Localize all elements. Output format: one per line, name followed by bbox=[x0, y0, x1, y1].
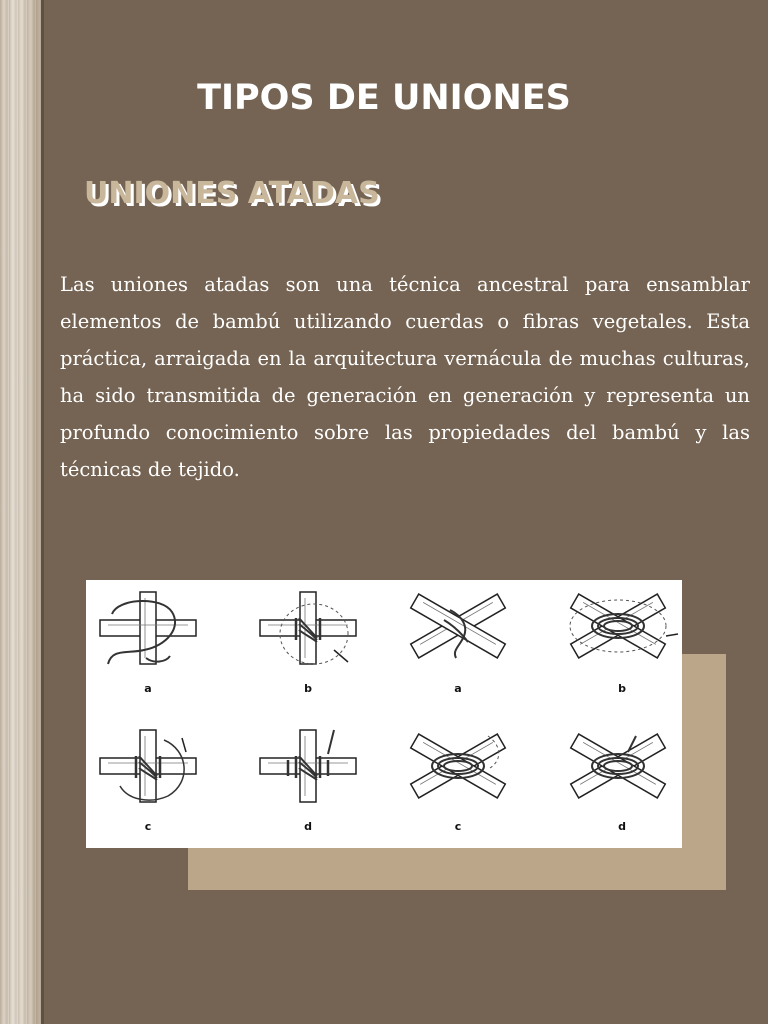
lashing-diagram bbox=[86, 580, 682, 848]
diagram-diagonal-lashing-b bbox=[570, 594, 678, 658]
diagram-square-lashing-b bbox=[260, 592, 356, 664]
diagram-square-lashing-d bbox=[260, 730, 356, 802]
section-subtitle: UNIONES ATADAS bbox=[84, 176, 380, 211]
diagram-diagonal-lashing-c bbox=[411, 734, 506, 798]
bamboo-strip-decoration bbox=[0, 0, 44, 1024]
diagram-diagonal-lashing-a bbox=[411, 594, 506, 658]
lashing-diagram-figure bbox=[86, 580, 682, 848]
page-title: TIPOS DE UNIONES bbox=[197, 78, 571, 118]
caption-row2-2: d bbox=[304, 820, 312, 833]
caption-row2-3: c bbox=[454, 820, 462, 833]
caption-row1-2: b bbox=[304, 682, 312, 695]
diagram-square-lashing-a bbox=[100, 592, 196, 664]
caption-row1-3: a bbox=[454, 682, 462, 695]
diagram-square-lashing-c bbox=[100, 730, 196, 802]
intro-paragraph: Las uniones atadas son una técnica ancestral para ensamblar elementos de bambú utilizando cuerdas o fibras vegetales. Esta práctica, arraigada en la arquitectura vernácula de muchas culturas, ha sido transmitida de generación en generación y representa un profundo conocimiento sobre las propiedades del bambú y las técnicas de tejido. bbox=[60, 273, 750, 481]
diagram-diagonal-lashing-d bbox=[571, 734, 666, 798]
caption-row2-1: c bbox=[144, 820, 152, 833]
caption-row1-1: a bbox=[144, 682, 152, 695]
caption-row2-4: d bbox=[618, 820, 626, 833]
caption-row1-4: b bbox=[618, 682, 626, 695]
